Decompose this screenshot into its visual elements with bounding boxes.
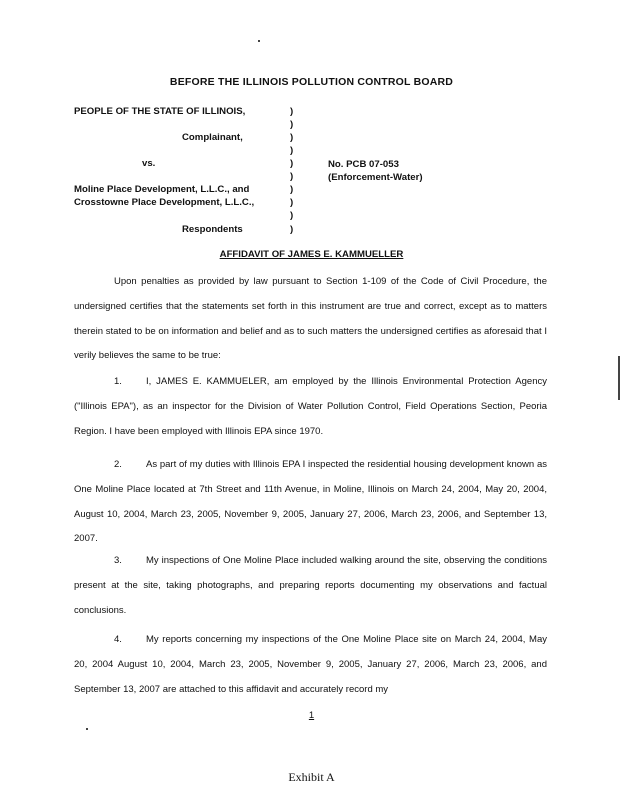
caption-paren: ): [290, 158, 294, 169]
scan-edge-mark: [618, 356, 620, 400]
case-type: (Enforcement-Water): [328, 172, 423, 183]
caption-paren: ): [290, 184, 294, 195]
respondent-line-2: Crosstowne Place Development, L.L.C.,: [74, 197, 255, 208]
numbered-paragraph: [74, 628, 547, 702]
paragraph-text: My reports concerning my inspections of the One Moline Place site on March 24, 2004, May 20, 2004 August 10, 2004, March 23, 2005, November 9, 2005, January 27, 2006, March 23, 2006, and September 13, 2007 are attached to this affidavit and accurately record my: [74, 634, 547, 695]
paragraph-text: I, JAMES E. KAMMUELER, am employed by the Illinois Environmental Protection Agency ("Illinois EPA"), as an inspector for the Division of Water Pollution Control, Field Operations Section, Peoria Region. I have been employed with Illinois EPA since 1970.: [74, 376, 547, 437]
paragraph-number: 1.: [114, 376, 122, 387]
affidavit-heading: AFFIDAVIT OF JAMES E. KAMMUELLER: [219, 249, 404, 260]
caption-paren: ): [290, 119, 294, 130]
numbered-paragraph: [74, 453, 547, 552]
intro-text: Upon penalties as provided by law pursuant to Section 1-109 of the Code of Civil Procedure, the undersigned certifies that the statements set forth in this instrument are true and correct, except as to matters therein stated to be on information and belief and as to such matters the undersigned certifies as aforesaid that I verily believes the same to be true:: [74, 276, 547, 362]
page-number: 1: [308, 710, 315, 721]
document-title: BEFORE THE ILLINOIS POLLUTION CONTROL BOARD: [169, 76, 454, 88]
respondent-line-1: Moline Place Development, L.L.C., and: [74, 184, 250, 195]
versus-label: vs.: [142, 158, 156, 169]
scan-speck: [258, 40, 260, 42]
numbered-paragraph: [74, 370, 547, 444]
paragraph-text: My inspections of One Moline Place included walking around the site, observing the conditions present at the site, taking photographs, and preparing reports documenting my observations and factual conclusions.: [74, 555, 547, 616]
caption-paren: ): [290, 106, 294, 117]
exhibit-label: Exhibit A: [288, 770, 335, 784]
plaintiff-name: PEOPLE OF THE STATE OF ILLINOIS,: [74, 106, 246, 117]
caption-paren: ): [290, 132, 294, 143]
paragraph-text: As part of my duties with Illinois EPA I inspected the residential housing development known as One Moline Place located at 7th Street and 11th Avenue, in Moline, Illinois on March 24, 2004, May 20, 2004, August 10, 2004, March 23, 2005, November 9, 2005, January 27, 2006, March 23, 2006, and September 13, 2007.: [74, 459, 547, 545]
caption-paren: ): [290, 197, 294, 208]
intro-paragraph: [74, 270, 547, 369]
complainant-label: Complainant,: [182, 132, 243, 143]
caption-paren: ): [290, 224, 294, 235]
caption-paren: ): [290, 210, 294, 221]
numbered-paragraph: [74, 549, 547, 623]
respondents-label: Respondents: [182, 224, 243, 235]
case-number-block: [328, 158, 423, 184]
case-number: No. PCB 07-053: [328, 159, 399, 170]
paragraph-number: 3.: [114, 555, 122, 566]
paragraph-number: 4.: [114, 634, 122, 645]
scan-speck: [86, 728, 88, 730]
caption-paren: ): [290, 171, 294, 182]
paragraph-number: 2.: [114, 459, 122, 470]
caption-paren: ): [290, 145, 294, 156]
